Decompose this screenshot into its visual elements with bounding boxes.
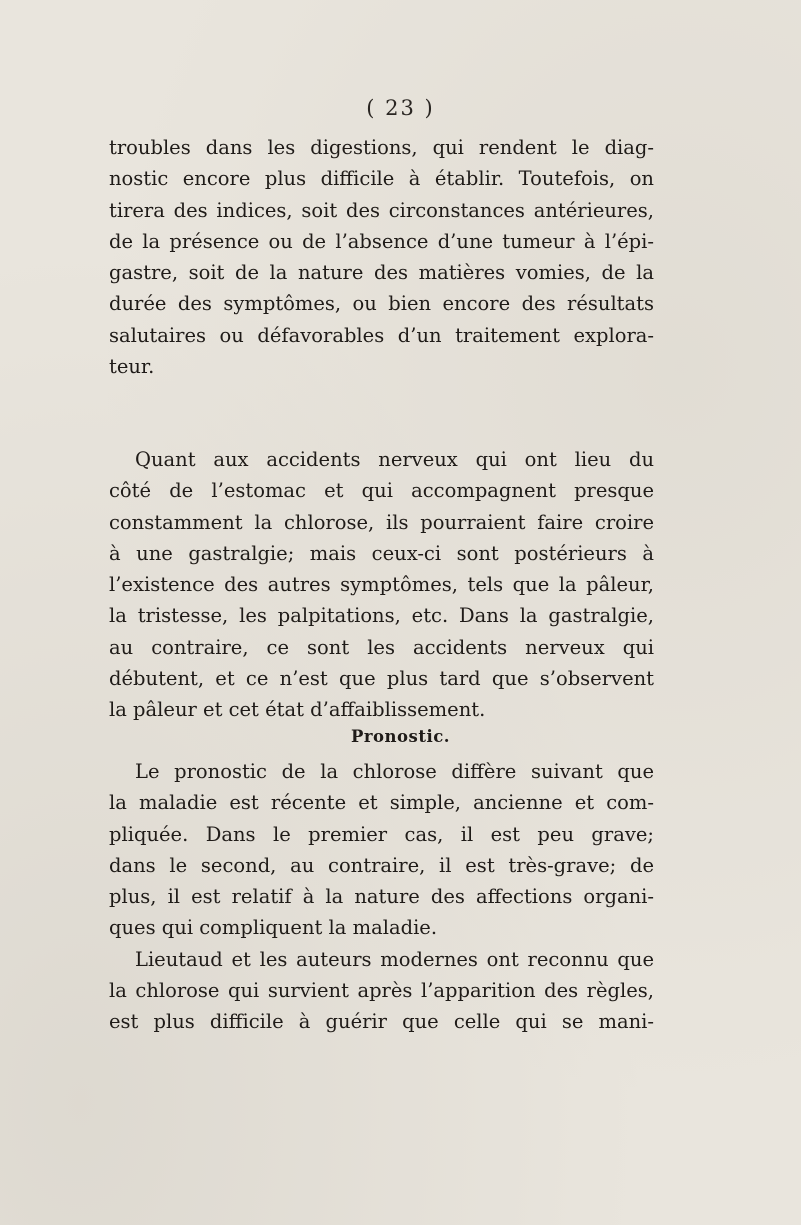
text-line: de la présence ou de l’absence d’une tumeur à l’épi- — [109, 229, 654, 253]
text-line: nostic encore plus difficile à établir. Toutefois, on — [109, 167, 654, 191]
text-line: l’existence des autres symptômes, tels que la pâleur, — [109, 573, 654, 597]
text-line: la pâleur et cet état d’affaiblissement. — [109, 698, 486, 722]
text-line: au contraire, ce sont les accidents nerveux qui — [109, 635, 654, 659]
section-heading: Pronostic. — [350, 727, 451, 746]
text-line: plus, il est relatif à la nature des affections organi- — [109, 885, 654, 909]
text-line: dans le second, au contraire, il est très-grave; de — [109, 853, 654, 877]
text-line: Le pronostic de la chlorose diffère suivant que — [135, 760, 654, 783]
text-line: débutent, et ce n’est que plus tard que s’observent — [109, 667, 654, 691]
text-line: ques qui compliquent la maladie. — [109, 916, 438, 940]
paragraph-diagnostic-continuation — [109, 132, 654, 382]
text-line: pliquée. Dans le premier cas, il est peu grave; — [109, 822, 654, 846]
text-line: est plus difficile à guérir que celle qui se mani- — [109, 1010, 654, 1034]
text-line: troubles dans les digestions, qui rendent le diag- — [109, 136, 654, 159]
text-line: constamment la chlorose, ils pourraient faire croire — [109, 510, 654, 534]
text-line: salutaires ou défavorables d’un traitement explora- — [109, 323, 654, 347]
text-line: teur. — [109, 355, 155, 379]
text-line: à une gastralgie; mais ceux-ci sont postérieurs à — [109, 541, 654, 565]
paragraph-prognosis — [109, 756, 654, 1038]
text-line: la chlorose qui survient après l’apparition des règles, — [109, 979, 654, 1003]
text-line: gastre, soit de la nature des matières vomies, de la — [109, 261, 654, 285]
text-line: Quant aux accidents nerveux qui ont lieu du — [135, 448, 654, 471]
text-line: la tristesse, les palpitations, etc. Dans la gastralgie, — [109, 604, 654, 628]
text-line: la maladie est récente et simple, ancienne et com- — [109, 791, 654, 815]
text-line: côté de l’estomac et qui accompagnent presque — [109, 479, 654, 503]
text-line: tirera des indices, soit des circonstances antérieures, — [109, 198, 654, 222]
paragraph-nervous-accidents — [109, 444, 654, 726]
text-line: durée des symptômes, ou bien encore des résultats — [109, 292, 654, 316]
text-line: Lieutaud et les auteurs modernes ont reconnu que — [135, 947, 654, 971]
page-number: ( 23 ) — [366, 96, 435, 120]
